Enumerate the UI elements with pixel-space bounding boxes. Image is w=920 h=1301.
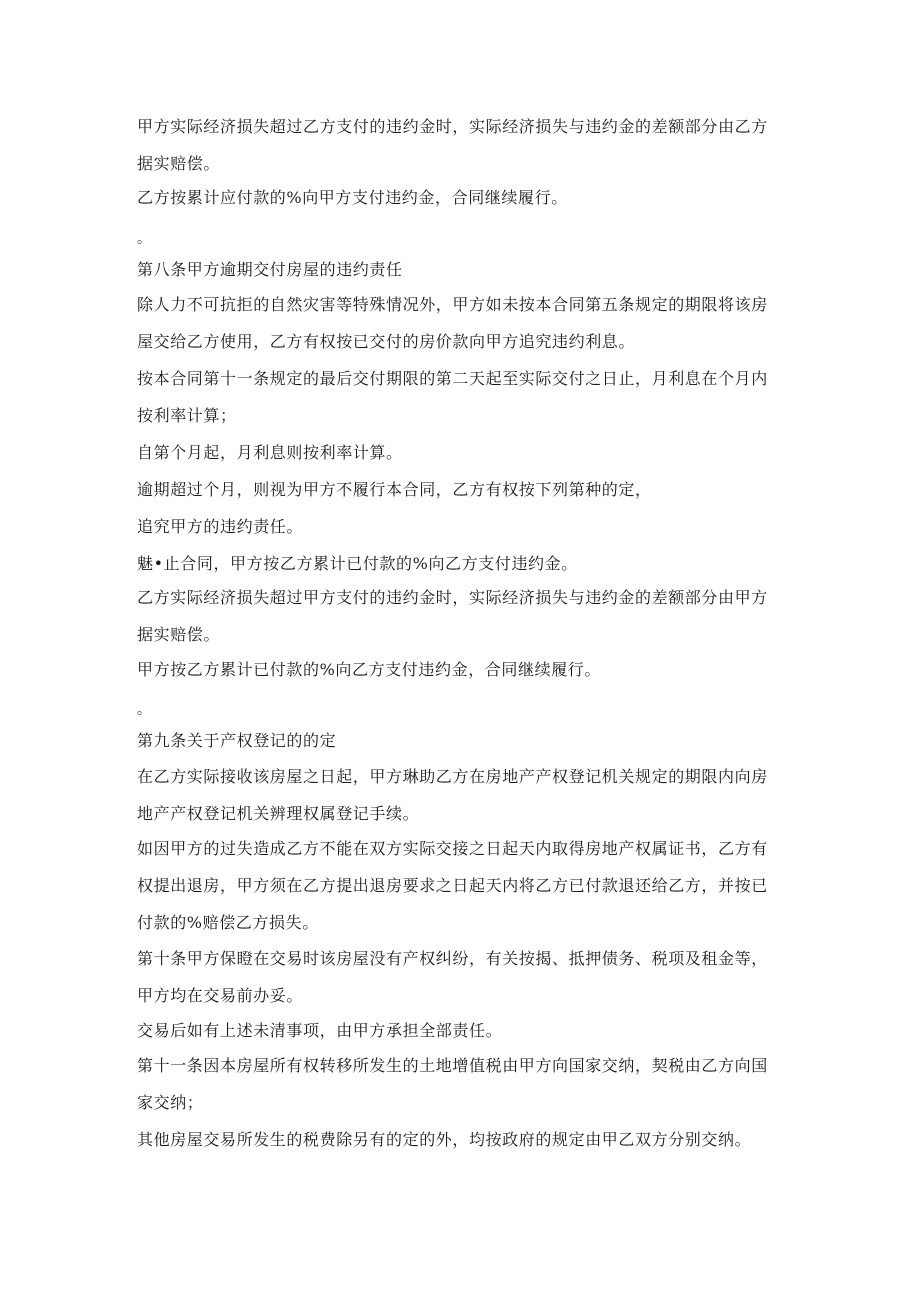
- paragraph: [137, 360, 787, 434]
- paragraph: [137, 179, 787, 216]
- paragraph: [137, 108, 787, 182]
- paragraph: [137, 758, 787, 832]
- text-line: 在乙方实际接收该房屋之日起，甲方琳助乙方在房地产产权登记机关规定的期限内向房: [137, 767, 768, 786]
- text-line: 家交纳；: [137, 1093, 204, 1112]
- paragraph: [137, 1047, 787, 1121]
- text-line: 第九条关于产权登记的的定: [137, 731, 337, 750]
- text-line: 据实赔偿。: [137, 154, 221, 173]
- text-line: 其他房屋交易所发生的税费除另有的定的外，均按政府的规定由甲乙双方分别交纳。: [137, 1130, 752, 1149]
- text-line: 追究甲方的违约责任。: [137, 517, 304, 536]
- section-heading: [137, 722, 787, 759]
- text-line: 屋交给乙方使用，乙方有权按已交付的房价款向甲方追究违约利息。: [137, 332, 636, 351]
- text-line: 交易后如有上述未清事项，由甲方承担全部责任。: [137, 1021, 503, 1040]
- text-line: 甲方实际经济损失超过乙方支付的违约金时，实际经济损失与违约金的差额部分由乙方: [137, 117, 768, 136]
- separator-dot: 。: [137, 231, 151, 247]
- section-heading: [137, 251, 787, 288]
- text-line: 权提出退房，甲方须在乙方提出退房要求之日起天内将乙方已付款退还给乙方，并按已: [137, 876, 768, 895]
- paragraph: [137, 545, 787, 582]
- text-line: 甲方均在交易前办妥。: [137, 986, 304, 1005]
- text-line: 如因甲方的过失造成乙方不能在双方实际交接之日起天内取得房地产权属证书，乙方有: [137, 839, 768, 858]
- text-line: 逾期超过个月，则视为甲方不履行本合同，乙方有权按下列第种的定，: [137, 480, 652, 499]
- text-line: 地产产权登记机关辨理权属登记手续。: [137, 804, 420, 823]
- text-line: 据实赔偿。: [137, 625, 221, 644]
- paragraph: [137, 286, 787, 360]
- paragraph: [137, 508, 787, 545]
- paragraph: [137, 1012, 787, 1049]
- paragraph: [137, 471, 787, 508]
- text-line: 乙方实际经济损失超过甲方支付的违约金时，实际经济损失与违约金的差额部分由甲方: [137, 588, 768, 607]
- text-line: 自第个月起，月利息则按利率计算。: [137, 443, 403, 462]
- text-line: 第十一条因本房屋所有权转移所发生的土地增值税由甲方向国家交纳，契税由乙方向国: [137, 1056, 768, 1075]
- text-line: 魅•止合同，甲方按乙方累计已付款的%向乙方支付违约金。: [137, 554, 578, 573]
- text-line: 乙方按累计应付款的%向甲方支付违约金，合同继续履行。: [137, 188, 568, 207]
- text-line: 除人力不可抗拒的自然灾害等特殊情况外，甲方如未按本合同第五条规定的期限将该房: [137, 295, 768, 314]
- text-line: 按利率计算；: [137, 406, 237, 425]
- text-line: 按本合同第十一条规定的最后交付期限的第二天起至实际交付之日止，月利息在个月内: [137, 369, 768, 388]
- text-line: 第八条甲方逾期交付房屋的违约责任: [137, 260, 403, 279]
- separator-dot: 。: [137, 702, 151, 718]
- paragraph: [137, 1121, 787, 1158]
- text-line: 第十条甲方保瞪在交易时该房屋没有产权纠纷，有关按揭、抵押债务、税项及租金等，: [137, 949, 768, 968]
- paragraph: [137, 830, 787, 941]
- text-line: 付款的%赔偿乙方损失。: [137, 913, 319, 932]
- paragraph: [137, 579, 787, 653]
- paragraph: [137, 651, 787, 688]
- paragraph: [137, 940, 787, 1014]
- text-line: 甲方按乙方累计已付款的%向乙方支付违约金，合同继续履行。: [137, 660, 602, 679]
- paragraph: [137, 434, 787, 471]
